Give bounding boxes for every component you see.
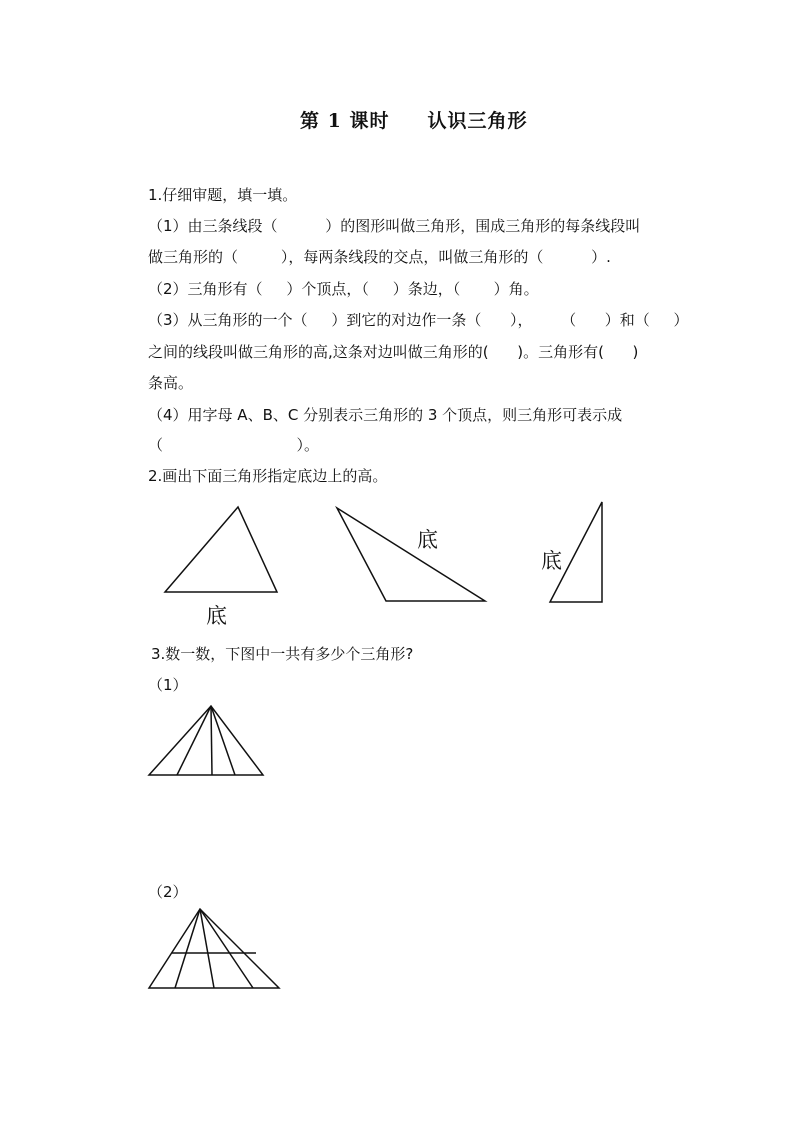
q1-line-7: （4）用字母 A、B、C 分别表示三角形的 3 个顶点，则三角形可表示成 — [148, 406, 623, 424]
q1-heading: 1.仔细审题，填一填。 — [148, 186, 298, 204]
q1-line-8: （ ）。 — [148, 436, 320, 454]
q1-line-1: （1）由三条线段（ ）的图形叫做三角形，围成三角形的每条线段叫 — [148, 217, 641, 235]
q1-line-6: 条高。 — [148, 374, 194, 392]
triangle-fan-1 — [149, 706, 263, 775]
triangle-obtuse — [337, 508, 485, 601]
base-label-1: 底 — [206, 604, 227, 628]
triangle-fan-2 — [149, 909, 279, 988]
q3-heading: 3.数一数，下图中一共有多少个三角形? — [151, 645, 414, 663]
page-title: 第 1 课时 认识三角形 — [300, 110, 528, 132]
q1-line-2: 做三角形的（ ），每两条线段的交点，叫做三角形的（ ）. — [148, 248, 611, 266]
triangle-acute — [165, 507, 277, 592]
base-label-2: 底 — [417, 528, 438, 552]
q1-line-3: （2）三角形有（ ）个顶点，（ ）条边，（ ）角。 — [148, 280, 539, 298]
q3-part-2-label: （2） — [148, 883, 188, 901]
q3-part-1-label: （1） — [148, 676, 188, 694]
q1-line-5: 之间的线段叫做三角形的高,这条对边叫做三角形的( )。三角形有( ) — [148, 343, 639, 361]
base-label-3: 底 — [541, 549, 562, 573]
q1-line-4: （3）从三角形的一个（ ）到它的对边作一条（ ）， （ ）和（ ） — [148, 311, 689, 329]
q2-heading: 2.画出下面三角形指定底边上的高。 — [148, 467, 388, 485]
